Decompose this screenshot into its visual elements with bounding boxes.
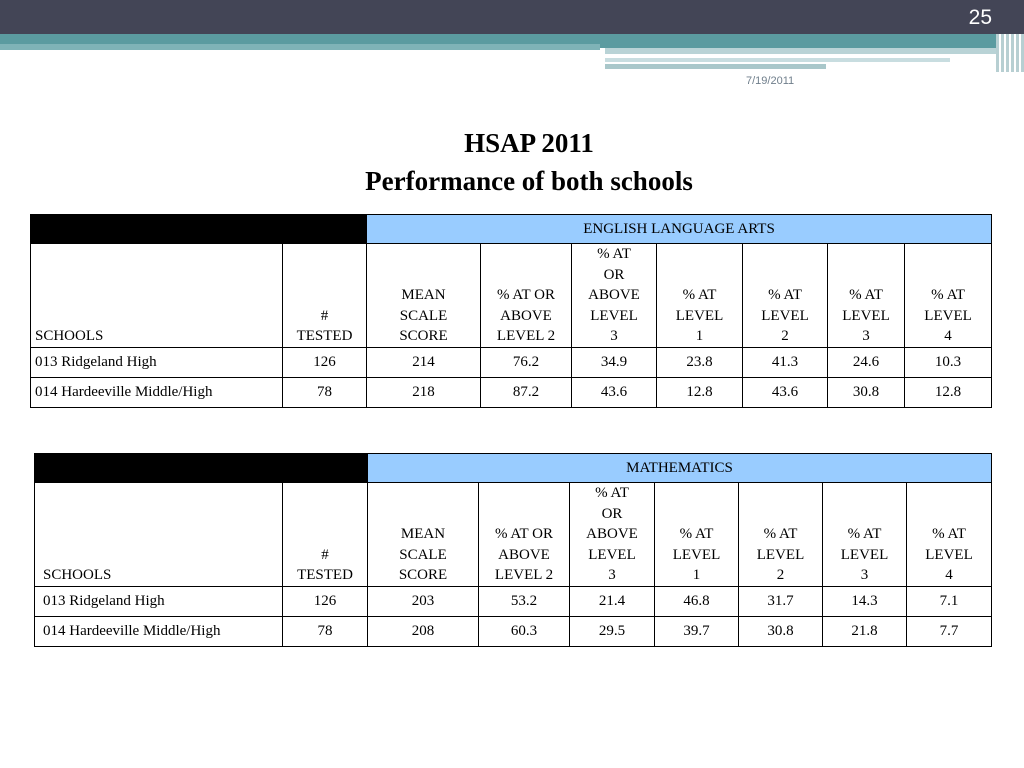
math-table bbox=[34, 453, 992, 647]
header-blank-cell bbox=[35, 454, 368, 483]
decor-stripe bbox=[605, 64, 826, 69]
page-title: HSAP 2011 bbox=[464, 128, 594, 158]
col-header-level2: % AT LEVEL 2 bbox=[739, 483, 823, 587]
col-header-above-level2: % AT OR ABOVE LEVEL 2 bbox=[481, 244, 572, 348]
level1-value: 12.8 bbox=[657, 377, 743, 407]
above3-value: 34.9 bbox=[572, 347, 657, 377]
tested-value: 78 bbox=[283, 377, 367, 407]
level3-value: 24.6 bbox=[828, 347, 905, 377]
level4-value: 10.3 bbox=[905, 347, 992, 377]
col-header-tested: # TESTED bbox=[283, 483, 368, 587]
table-row bbox=[35, 616, 992, 646]
school-name: 013 Ridgeland High bbox=[31, 347, 283, 377]
header-blank-cell bbox=[31, 215, 367, 244]
level3-value: 14.3 bbox=[823, 586, 907, 616]
above2-value: 53.2 bbox=[479, 586, 570, 616]
level2-value: 43.6 bbox=[743, 377, 828, 407]
level4-value: 7.7 bbox=[907, 616, 992, 646]
level1-value: 23.8 bbox=[657, 347, 743, 377]
col-header-level2: % AT LEVEL 2 bbox=[743, 244, 828, 348]
table-row bbox=[31, 377, 992, 407]
col-header-mean: MEAN SCALE SCORE bbox=[367, 244, 481, 348]
school-name: 014 Hardeeville Middle/High bbox=[35, 616, 283, 646]
above2-value: 60.3 bbox=[479, 616, 570, 646]
tested-value: 126 bbox=[283, 347, 367, 377]
col-header-schools: SCHOOLS bbox=[35, 483, 283, 587]
level4-value: 12.8 bbox=[905, 377, 992, 407]
level3-value: 21.8 bbox=[823, 616, 907, 646]
slide-date: 7/19/2011 bbox=[746, 75, 795, 87]
tested-value: 126 bbox=[283, 586, 368, 616]
decor-stripe bbox=[605, 48, 1024, 54]
subject-header: MATHEMATICS bbox=[368, 454, 992, 483]
tested-value: 78 bbox=[283, 616, 368, 646]
col-header-mean: MEAN SCALE SCORE bbox=[368, 483, 479, 587]
above3-value: 43.6 bbox=[572, 377, 657, 407]
col-header-level4: % AT LEVEL 4 bbox=[905, 244, 992, 348]
mean-value: 214 bbox=[367, 347, 481, 377]
table-row bbox=[31, 347, 992, 377]
mean-value: 218 bbox=[367, 377, 481, 407]
mean-value: 208 bbox=[368, 616, 479, 646]
page-subtitle: Performance of both schools bbox=[365, 166, 693, 196]
col-header-tested: # TESTED bbox=[283, 244, 367, 348]
col-header-level3: % AT LEVEL 3 bbox=[823, 483, 907, 587]
mean-value: 203 bbox=[368, 586, 479, 616]
above2-value: 76.2 bbox=[481, 347, 572, 377]
decor-stripe bbox=[605, 58, 950, 62]
table-row bbox=[35, 586, 992, 616]
slide-number: 25 bbox=[968, 6, 992, 29]
above3-value: 29.5 bbox=[570, 616, 655, 646]
col-header-level3: % AT LEVEL 3 bbox=[828, 244, 905, 348]
level3-value: 30.8 bbox=[828, 377, 905, 407]
decor-stripe bbox=[0, 44, 600, 50]
level1-value: 46.8 bbox=[655, 586, 739, 616]
decor-vertical-bars bbox=[996, 34, 1024, 72]
ela-table bbox=[30, 214, 992, 408]
subject-header: ENGLISH LANGUAGE ARTS bbox=[367, 215, 992, 244]
school-name: 014 Hardeeville Middle/High bbox=[31, 377, 283, 407]
col-header-schools: SCHOOLS bbox=[31, 244, 283, 348]
level1-value: 39.7 bbox=[655, 616, 739, 646]
above2-value: 87.2 bbox=[481, 377, 572, 407]
school-name: 013 Ridgeland High bbox=[35, 586, 283, 616]
top-banner bbox=[0, 0, 1024, 34]
level2-value: 30.8 bbox=[739, 616, 823, 646]
col-header-above-level2: % AT OR ABOVE LEVEL 2 bbox=[479, 483, 570, 587]
col-header-level4: % AT LEVEL 4 bbox=[907, 483, 992, 587]
col-header-level1: % AT LEVEL 1 bbox=[657, 244, 743, 348]
level2-value: 41.3 bbox=[743, 347, 828, 377]
level2-value: 31.7 bbox=[739, 586, 823, 616]
col-header-above-level3: % AT OR ABOVE LEVEL 3 bbox=[570, 483, 655, 587]
col-header-above-level3: % AT OR ABOVE LEVEL 3 bbox=[572, 244, 657, 348]
level4-value: 7.1 bbox=[907, 586, 992, 616]
col-header-level1: % AT LEVEL 1 bbox=[655, 483, 739, 587]
above3-value: 21.4 bbox=[570, 586, 655, 616]
